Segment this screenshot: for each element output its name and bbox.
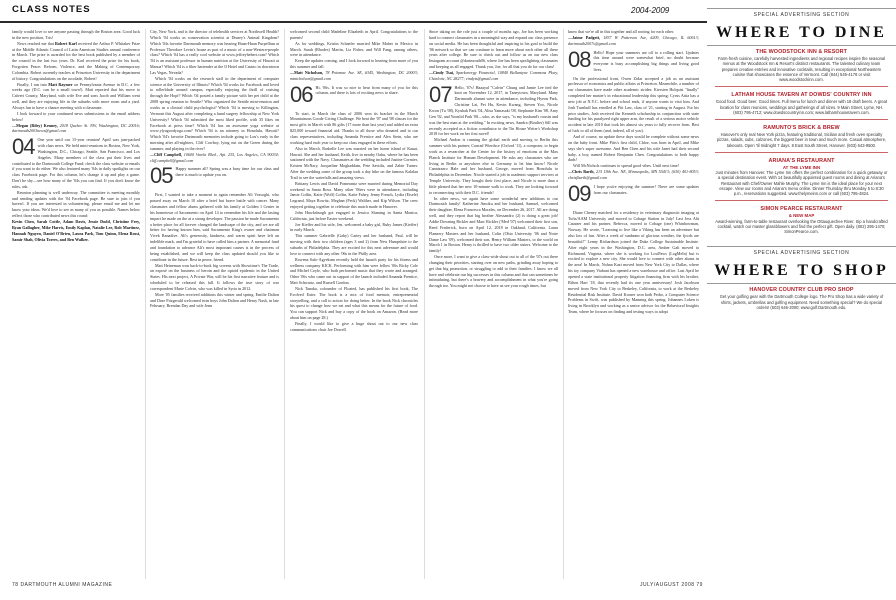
special-advertising-label: SPECIAL ADVERTISING SECTION: [707, 246, 896, 256]
paragraph: And of course, no update these days would be complete without some news on the baby front. Mike Pitts's first child, Chloe, was born in April, and Mike says she's super awesome. And Ben Chen and his wife Janet had their second baby, a boy, named Robert Benjamin Chen. Congratulations to both happy dads!: [568, 133, 699, 163]
ad-title: THE WOODSTOCK INN & RESORT: [755, 49, 848, 55]
class-year-number: 06: [290, 81, 313, 107]
ad-arianas: [715, 159, 888, 201]
paragraph: Rowena Safo-Agyekum recently held the launch party for his fitness and wellness company KICK. Performing with him were fellow '06s Ricky Cole and Michel Coyle, who both performed music that they wrote and arranged. Other '06s who came out in support of the launch included Amanda Prentice, Matt Schwartz, and Russell Gordon.: [290, 256, 418, 286]
divider: [715, 86, 888, 87]
paragraph: family would love to see anyone passing through the Boston area. Good luck in the new position, Tris!: [12, 29, 140, 40]
signature: —Matt Nicholson, 78 Potomac Ave. SE, #345, Washington, DC 20003; mtnicholson@gmail.com: [290, 69, 418, 81]
paragraph: Hello! Hope your summers are off to a rolling start. Updates this time around were somewhat brief, no doubt because everyone is busy accomplishing big things and living good lives.: [593, 49, 699, 73]
paragraph: City, New York, and is the director of telehealth services at Northwell Health? Which '04 works as conservation scientist at Disney's Animal Kingdom? Which '04s favorite Dartmouth memory was hearing Huan-Huan Purpelliun at Professor Theodore Levin's house as part of a music of a non-Western-people class? Which '04 has a really cool website at www.jeffreyhebert.com? Which '04 is an assistant professor in human nutrition at the University of Hawaii at Manoa? Which '04 is a fiber bartender at the Il Hotel and Casino in downtown Las Vegas, Nevada?: [150, 29, 279, 75]
paragraph: News reached me that Robert Karl received the Arthur P. Whitaker Prize at the Middle Atlantic Council of Latin American Studies annual conference in March. The prize is awarded for the best book published by a member of the council in the last two years. Dr. Karl received the prize for his book, Forgotten Peace: Reform, Violence, and the Making of Contemporary Colombia. Robert currently teaches at Princeton University in the department of history. Congratulations on the accolade, Robert!: [12, 40, 140, 81]
divider: [715, 119, 888, 120]
paragraph: This summer Gabrielle (Gaby) Cartey and her husband, Paul, will be moving with their two children (ages 3 and 2) from New Hampshire to the suburbs of Philadelphia. They are excited for this next adventure and would love to connect with any other '06s in the Philly area.: [290, 233, 418, 256]
paragraph: Diane Cheney matched for a residency in veterinary diagnostic imaging at Tufts/AAM University and moved to Cobage Station in July! Last Jess Ahi Causner and his partner, Rebecca, moved to Cobage (one) Whinhowman, Norway. He wrote, "Learning to live like a Viking has been an adventure but also lots of fun. After a week of sunbeam of glorious weather, the fjords are beautiful!" Lenny Richardson joined the Duke College Sustainable Insitute. After eight years in the Washington, D.C. area, Amber Galt moved to Richmond, Virginia, where she is working for LostPaws (LogMeIn) but is excited to explore a new city. She would love to connect with other alums in the area! In March, Nohan Kazi moved from New York City to Dallas, where his toy company Viabant has opened a new warehouse and office. Last April he opened a state institutional property litigation financing firm with his brother, Bilton Hart '18, that recently had its one year anniversary! Josh Jacobson moved from New York City to Berkeley, California, to work at the Berkeley Residential Risk Institute. David Kroner won both Pedro, a Computer Science Problems in Swift, was published by Manning this spring. Johannes Loken is living in Brooklyn and working as a senior advisor for the Behavioral Insights Team, where he focuses on finding and testing ways to adopt: [568, 209, 699, 315]
column-divider: [563, 29, 564, 579]
paragraph: Once more, I want to give a class-wide shout out to all of the '07s out there changing their priorities, starting over on new paths, grinding away hoping to get that big promotion, or struggling to add to their families. I know we all have and celebrate our big successes in this column and that can sometimes be intimidating, but there's a bravery and accomplishment in what you're going through too. You might not choose to have us see your rough times, but: [429, 254, 558, 289]
divider: [715, 200, 888, 201]
ad-subtitle: & NEW MAP: [788, 213, 815, 219]
divider: [715, 152, 888, 153]
paragraph: Since taking on the role just a couple of months ago, Joe has been working hard to connect classmates in a meaningful way and expand our class presence on social media. He has been thoughtful and inspiring in his goal to build the '06 network so that we can continue to learn more about each other all these years after college. Be sure to check out and follow us on our new class Instagram account @dartmouth06, where Joe has been spotlighting classmates and keeping us all engaged. Thank you, Joe, for all that you do for our class!: [429, 29, 558, 70]
signature: —Cindy Tsai, Sparkenergy Financial, 10840 Ballantyne Commons Pkwy, Charlotte, NC 28277; cindyts@gmail.com: [429, 69, 558, 81]
special-advertising-label: SPECIAL ADVERTISING SECTION: [707, 8, 896, 18]
column-3: [290, 29, 418, 581]
signature: —Chris Barth, 215 18th Ave. NE, Minneapolis, MN 55413; (630) 401-8053; chrisfbarth@gmail.com: [568, 169, 699, 180]
ad-subtitle: AT THE LYME INN: [782, 165, 821, 171]
paragraph: Finally, I ran into Matt Raymer on Pennsylvania Avenue in D.C. a few weeks ago (D.C. can be a small town!). Matt reported that his move to Calvert County, Maryland, with wife Eve and sons Jacob and William went well, and they are enjoying life in the suburbs with more room and a yard. Always fun to have a chance meeting with a classmate.: [12, 81, 140, 110]
ad-simon-pearce: [715, 207, 888, 234]
paragraph: Joe Kieffer and his wife, Jen, welcomed a baby girl, Ruby James (Kieffer) in early March.: [290, 221, 418, 233]
section-title: CLASS NOTES: [12, 4, 91, 15]
column-1: [12, 29, 140, 581]
paragraph: Finally, I would like to give a huge shout out to our new class communications chair Joe Dowell: [290, 320, 418, 332]
column-4: [429, 29, 558, 581]
class-entry-2005: [150, 163, 279, 192]
ad-title: ARIANA'S RESTAURANT: [768, 157, 835, 164]
column-5: [568, 29, 699, 581]
ad-body: Get your golfing gear with the Dartmouth College logo. The Pro Shop has a wide variety of shirts, jackets, umbrellas and golfing equipment. Need something special? We do special orders! (603) 646-2000; www.golf.Dartmouth.edu.: [719, 294, 884, 310]
column-divider: [424, 29, 425, 579]
ad-ramuntos: [715, 126, 888, 153]
class-entry-2009: [568, 180, 699, 210]
signature: —Cliff Campbell, 10600 Varela Blvd., Apt. 235, Los Angeles, CA 90034; cliff.campbell@gmail.com: [150, 151, 279, 163]
ad-body: Award-winning, farm-to-table restaurant overlooking the Ottauquechee River. Sip a handcrafted cocktail, watch our master glassblowers and find the perfect gift. Open daily. (802) 295-1470; SimonPearce.com.: [715, 218, 888, 235]
paragraph: As for weddings, Kristin Schaefer married Mike Maher in Mexico in March. Sarah (Rhodes) Martin, Liz Fisher, and Will Fang, among others, were in attendance.: [290, 40, 418, 58]
signature: —Jaime Padgett, 1837 W Patterson Ave, #209, Chicago, IL 60613; dartmouth2007s@gmail.com: [568, 34, 699, 46]
paragraph: know that we're all in this together and all rooting for each other.: [568, 29, 675, 34]
class-year-number: 08: [568, 46, 591, 72]
paragraph: I hope you're enjoying the summer! There are some updates from our classmates.: [593, 183, 699, 195]
paragraph: Which '04 works on the research staff in the department of computer science at the University of Illinois? Which '04 works for Facebook and loved to rollerblade around campus, especially enjoying the thrill of cruising through the Hopf? Which '04 posted a family picture with her pet child at the 2008 spring reunion in Seattle? Who organized the Seattle mini-reunion and works as a clinical child psychologist? Which '04 is moving to Killington, Vermont this August after completing a hand surgery fellowship at New York University? Which '04 submitted the most liked profile, with 35 likes on Facebook at press time? Which '04 has an awesome yoga website at www.ylyagoodyoga.com? Which '04 is an attorney in Honolulu, Hawaii? Which '04's favorite Dartmouth memories include going to Lou's early in the morning after all-nighters, Cliff Cowboy, lying out on the Green during the summer, and playing in the river?: [150, 75, 279, 151]
paragraph: First, I wanted to take a moment to again remember Ali Vossoghi, who passed away on March 10 after a brief but brave battle with cancer. Many classmates and fellow alums gathered with his family at Golden 1 Center in his hometown of Sacramento on April 14 to remember his life and the lasting impact he made on the at a strong developer. The passion he made Sacramento a better place for all forever changed the landscape of the city, and we are all better for having known him, said Sacramento King's owner and chairman Vivek Ranadive. Ali's generosity, kindness, and warm spirit have left an indelible mark, and I'm grateful to have called him a partner. A memorial fund and foundation to advance Ali's most important causes is in the process of being established, and we will keep the class updated should you like to contribute in the future. Rest in peace, friend.: [150, 192, 279, 262]
class-entry-2008: [568, 46, 699, 76]
years-label: 2004-2009: [631, 6, 670, 15]
paragraph: Happy summer all! Spring was a busy time for our class and there is much to update you on.: [175, 166, 279, 178]
class-year-number: 05: [150, 163, 173, 189]
footer-left: 78 DARTMOUTH ALUMNI MAGAZINE: [12, 582, 113, 588]
paragraph: Reunion planning is well underway. The committee is meeting monthly and sending updates with the '04 Facebook page. Be sure to join if you haven't. If you are interested in volunteering, please email me and let me know your ideas. We'd love to see as many of you as possible. Names below reflect those who contributed news this round:: [12, 189, 140, 219]
ad-woodstock-inn: [715, 50, 888, 87]
ad-title: RAMUNTO'S BRICK & BREW: [763, 125, 840, 132]
paragraph: Will McNichols continues to spread good vibes. Until next time!: [573, 163, 680, 169]
ad-latham-house: [715, 93, 888, 120]
names-list: Kevin Chen, Sarah Cottle, Adam Davis, Jessie Dodd, Christine Frey, Ryan Gallagher, Mike Harris, Emily Kaplan, Natalie Lee, Rob Martinez, Hannah Nguyen, Daniel O'Brien, Laura Park, Tom Quinn, Elena Rossi, Samir Shah, Olivia Torres, and Ben Walker.: [12, 219, 140, 242]
advertising-sidebar: [707, 0, 896, 600]
class-year-number: 09: [568, 180, 591, 206]
paragraph: Matt Heineman won back-to-back big screens with Showtime's The Trade, an exposé on the business of heroin and the opioid epidemic in the United States. His next project, A Private War, will be his first narrative feature and is scheduled to be released this fall. It follows the true story of war correspondent Marie Colvin, who was killed in Syria in 2012.: [150, 262, 279, 291]
paragraph: Hello, '07s! Haaayal "Calvin" Chung and Jamie Lee tied the knot on November 12, 2017, in Taneytown, Maryland. Many Dartmouth alumni were in attendance, including Hyeon Park, Christine Lai, Pei Hu, Kevin Kwang, Steven Yoo, Nicole Kwon (Tu '08), Kyuhak Park '04, Alisa Yamasaki '08, Stephanie Kim '08, Amy Gen '02, and Yoonlid Park '08—who, as she says, "is my husband's cousin and was the best man at the wedding." In exciting news, Sandra (Boulier) Sill was recently accepted as a fiction contributor to the Tin House Writer's Workshop 2018 for her work on her first novel!: [429, 84, 558, 137]
column-divider: [284, 29, 285, 579]
paragraph: In other news, we again have some wonderful new additions to our Dartmouth family! Katherine Amoku and her husband, Samuel, welcomed their daughter, Elena Francesca Morales, on December 26, 2017. All are doing well, and they report that big brother Alessandro (2) is doing a great job! Addie Downing Rickler and Marc Rickler ('Med '07) welcomed their first son, Reed Frederick, born on April 12, 2018 in Oakland, California. Laura Flannery Masters and her husband, Colin (Ohio University '06 and Notre Dame Law '09), welcomed their son, Henry William Masters, to the world on March 1 in Boston. Henry is thrilled to have two older sisters. Welcome to the family!: [429, 195, 558, 254]
paragraph: On the professional front, Owen Zidar accepted a job as an assistant professor of economics and public affairs at Princeton. Meanwhile, a number of our classmates have made other academic strides: Kiersten Holquist "finally" completed her master's in educational leadership this spring; Cyrus Attia has a new job at N.Y.C. before and school ends, if anyone wants to visit him. And Josh Turnbull has enrolled at Pitt Law, class of '21, starting in August. For his prior studies, Josh received the Kenneth scholarship in conjunction with state funding for his paralyzed right upper arm, the result of a serious motor vehicle accident in late 2010 that took his almost six years to fully recover from. Best of luck to all of them (and, indeed, all of you).: [568, 75, 699, 134]
paragraph: welcomed second child Madeline Elizabeth in April. Congratulations to the parents!: [290, 29, 418, 40]
column-divider: [145, 29, 146, 579]
class-entry-2006: [290, 81, 418, 111]
ad-hanover-cc-pro-shop: [715, 288, 888, 310]
paragraph: More '05 families received additions this winter and spring. Emilie Dalton and Drue Fitzgerald welcomed twin boys John Dalton and Henry Nash, in late February. Brendan Day and wife Jenn: [150, 291, 279, 309]
ad-body: Hanover's only real New York pizza, featuring traditional, Sicilian and fresh oven specialty pizzas, salads, subs, calzones, the biggest beer in town and much more. Casual atmosphere, takeouts. Open 'til midnight 7 days. 8 East South Street, Hanover. (603) 643-9500.: [716, 132, 887, 148]
footer-right: JULY/AUGUST 2008 79: [640, 582, 703, 588]
ad-body: Good food. Good beer. Good times. Full menu for lunch and dinner with 18 draft beers. A great location for class reunions, weddings and gatherings of all sizes. 9 Main Street, Lyme, NH. (603) 795-4712; www.dowdscountryinn.com; www.lathamhousetavern.com.: [715, 99, 888, 115]
paragraph: Also in March, Rashelle Lee was married on her home island of Kauai, Hawaii. She and her husband, Keith, live in nearby Oahu, where he has been stationed with the Navy. Classmates at the wedding included Justine Cormier, Kristen McNary, Jacqueline Moghaddam, Pete Savidis, and Zabie Turner. After the wedding some of the group took a day hike on the famous Kalalau Trail to see the waterfalls and amazing views.: [290, 145, 418, 180]
class-entry-2007: [429, 81, 558, 138]
ad-body: Just minutes from Hanover. The Lyme Inn offers the perfect combination for a quick getaway or a special destination event. With 14 beautifully appointed guest rooms and dining at Ariana's Restaurant with Chef/Owner Mahle Murphy. The Lyme Inn is the ideal place for your next escape. View our rooms and Ariana's menu online. Dinner Thursday thru Monday 5 to 8:30 p.m., reservations suggested. www.thelymeinn.com or call (603) 795-4824.: [715, 170, 888, 197]
class-entry-2004: [12, 134, 140, 190]
where-to-dine-heading: WHERE TO DINE: [707, 24, 896, 46]
paragraph: To start, in March the class of 2006 won its bracket in the March Mountainous Goode Giving Challenge. We beat the '07 and '08 classes for the most gifts in March with 86 gifts (17 more than last year) and added an extra $25,000 toward financial aid. Thanks to all those who donated and to our class representatives, including Amanda Prentice and Alex Stein, who are working hard each year to keep our class engaged in these efforts.: [290, 110, 418, 145]
paragraph: John Hawksburgh got engaged to Jessica Sluming in Santa Monica, California, just before Easter weekend.: [290, 209, 418, 221]
paragraph: Brittany Lewis and David Pomerantz were married during Memorial Day weekend in Santa Rosa. Many other '06ers were in attendance, including Jamie Coffin, Katie (Wolf) Coffin, Katie Fahey, Jenny French, Lydia (Eisele) Legrand, Maya Rowitz, Meghan (Peck) Walther, and Kip Wilson. The crew enjoyed getting together to celebrate this match made in Hanover.: [290, 180, 418, 210]
class-year-number: 07: [429, 81, 452, 107]
class-year-number: 04: [12, 134, 35, 160]
paragraph: Nick Tanaka, cofounder of Floated, has published his first book, The Evolved Eater. The book is a mix of food memoir, entrepreneurial storytelling, and a call to action for doing better. In the book Nick chronicles his quest to change how we eat and what this means for the future of food. You can support Nick and buy a copy of the book on Amazon. (Read more about him on page 28.): [290, 285, 418, 321]
ad-title: HANOVER COUNTRY CLUB PRO SHOP: [749, 287, 854, 294]
paragraph: I look forward to your continued news submissions to the email address below!: [12, 110, 140, 122]
paragraph: Michael Andon is running the global earth and moving to Berlin this summer with his partner, Conrad Wierdsce (Oxford '11), a composer, to begin work as a researcher at the Center for the history of emotions at the Max Planck Institute for Human Development. He asks any classmates who are living in Berlin or anywhere else in Germany to let him know! Nicole Cannizzaro Hale and her husband, George, moved from Honolulu to Philadelphia in December. Nicole started a job in academic support services at Temple University. They bought their first place, and Nicole is more than a little pleased that her new 10-minute walk to work. They are looking forward to reconnecting with their D.C. friends!: [429, 137, 558, 195]
ad-title: SIMON PEARCE RESTAURANT: [760, 206, 843, 213]
signature: —Megan (Riley) Kenney, 2018 Quebec St. NW, Washington, DC 20016; dartmouth2003news@gmail.com: [12, 122, 140, 134]
ad-body: Farm-fresh cuisine, carefully harvested ingredients and regional recipes inspire the seasonal menus at the Woodstock Inn & Resort's distinct restaurants. The talented culinary team prepares creative entrées and innovative cocktails, resulting in exceptional Northeastern cuisine that showcases the essence of Vermont. Call (844) 545-4178 or visit www.woodstockinn.com.: [717, 56, 886, 83]
paragraph: Keep the updates coming, and I look forward to hearing from more of you this summer and fall.: [290, 58, 418, 70]
column-2: [150, 29, 279, 581]
paragraph: Hi, '06s. It was so nice to hear from many of you for this column, and there is lots of exciting news to share.: [315, 84, 418, 96]
ad-title: LATHAM HOUSE TAVERN AT DOWDS' COUNTRY INN: [731, 92, 872, 99]
where-to-shop-heading: WHERE TO SHOP: [707, 262, 896, 284]
paragraph: One year until our 15-year reunion! April was jam-packed with class news. We held mini-reunions in Boston, New York, Washington, D.C., Chicago, Seattle, San Francisco, and Los Angeles. Many members of the class put their lives and contributed to the Dartmouth College Fund; check the class website or emails if you want to do either. We also featured many '04s in daily spotlights on our class Facebook page. For this column, let's change it up and play a game. Don't be shy—see how many of the '04s you can find. If you don't know the rules, ask.: [12, 137, 140, 189]
